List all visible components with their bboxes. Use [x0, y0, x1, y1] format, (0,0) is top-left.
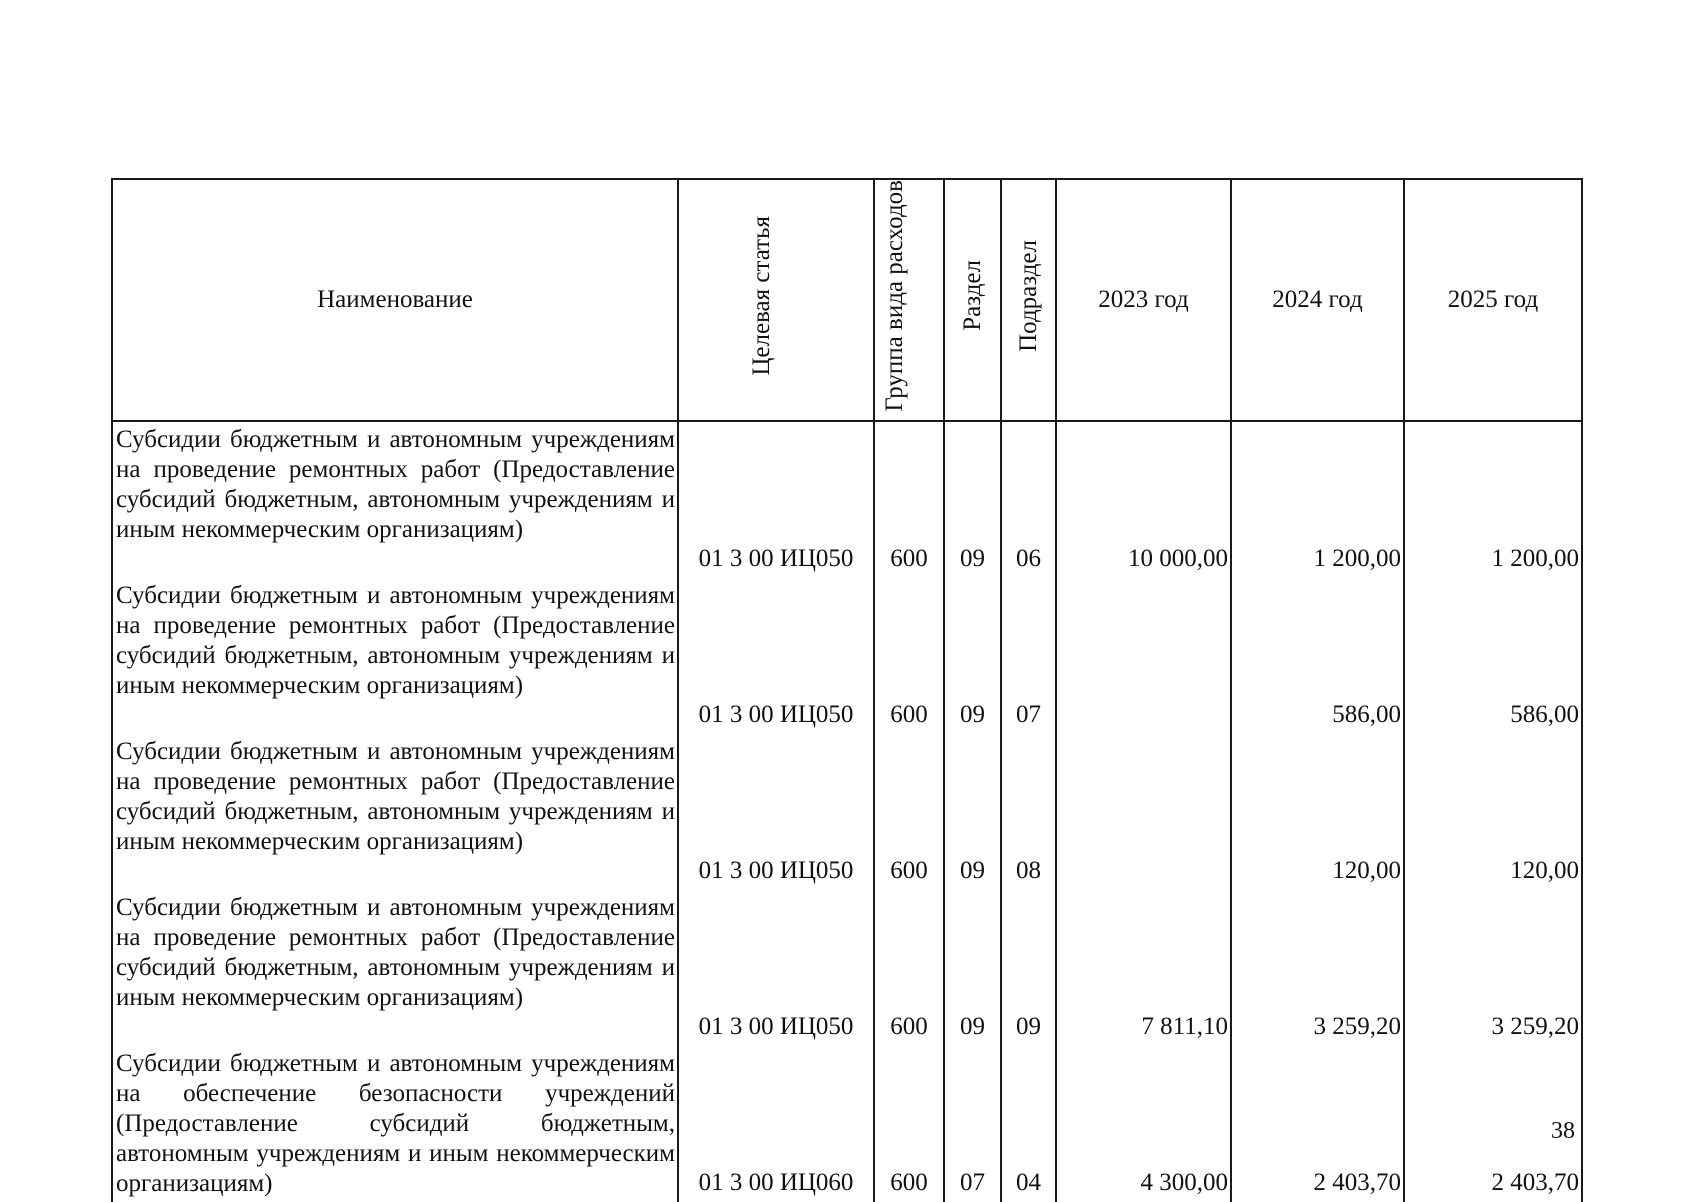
table-row [112, 1046, 1582, 1202]
row-amount-2023 [1056, 578, 1231, 734]
table-row [112, 890, 1582, 1046]
row-expense-group: 600 [874, 578, 944, 734]
row-amount-2024: 586,00 [1231, 578, 1404, 734]
row-section: 07 [944, 1046, 1001, 1202]
row-name-cell: Субсидии бюджетным и автономным учреждениям на проведение ремонтных работ (Предоставление субсидий бюджетным, автономным учреждениям и иным некоммерческим организациям) [112, 890, 678, 1046]
row-section: 09 [944, 890, 1001, 1046]
row-expense-group: 600 [874, 421, 944, 578]
header-year-2023: 2023 год [1056, 179, 1231, 421]
row-name-cell: Субсидии бюджетным и автономным учреждениям на проведение ремонтных работ (Предоставление субсидий бюджетным, автономным учреждениям и иным некоммерческим организациям) [112, 421, 678, 578]
row-expense-group: 600 [874, 890, 944, 1046]
row-target-article: 01 3 00 ИЦ050 [678, 734, 874, 890]
row-name-cell: Субсидии бюджетным и автономным учреждениям на обеспечение безопасности учреждений (Предоставление субсидий бюджетным, автономным учреждениям и иным некоммерческим организациям) [112, 1046, 678, 1202]
row-amount-2025: 586,00 [1404, 578, 1582, 734]
header-subsection: Подраздел [1001, 179, 1056, 421]
row-target-article: 01 3 00 ИЦ050 [678, 578, 874, 734]
row-amount-2023: 10 000,00 [1056, 421, 1231, 578]
table-row [112, 734, 1582, 890]
header-year-2024: 2024 год [1231, 179, 1404, 421]
row-amount-2025: 3 259,20 [1404, 890, 1582, 1046]
row-section: 09 [944, 421, 1001, 578]
row-subsection: 06 [1001, 421, 1056, 578]
header-year-2025: 2025 год [1404, 179, 1582, 421]
row-amount-2023: 4 300,00 [1056, 1046, 1231, 1202]
header-expense-group: Группа вида расходов [874, 179, 944, 421]
header-name: Наименование [112, 179, 678, 421]
row-subsection: 07 [1001, 578, 1056, 734]
row-amount-2024: 1 200,00 [1231, 421, 1404, 578]
header-section: Раздел [944, 179, 1001, 421]
row-amount-2024: 3 259,20 [1231, 890, 1404, 1046]
page-number: 38 [1551, 1118, 1575, 1144]
row-expense-group: 600 [874, 734, 944, 890]
row-target-article: 01 3 00 ИЦ050 [678, 890, 874, 1046]
row-amount-2023: 7 811,10 [1056, 890, 1231, 1046]
row-name-cell: Субсидии бюджетным и автономным учреждениям на проведение ремонтных работ (Предоставление субсидий бюджетным, автономным учреждениям и иным некоммерческим организациям) [112, 578, 678, 734]
row-subsection: 08 [1001, 734, 1056, 890]
row-section: 09 [944, 578, 1001, 734]
row-amount-2023 [1056, 734, 1231, 890]
table-row [112, 421, 1582, 578]
row-subsection: 04 [1001, 1046, 1056, 1202]
row-target-article: 01 3 00 ИЦ060 [678, 1046, 874, 1202]
budget-table-container [111, 178, 1583, 1202]
table-row [112, 578, 1582, 734]
row-amount-2024: 120,00 [1231, 734, 1404, 890]
row-target-article: 01 3 00 ИЦ050 [678, 421, 874, 578]
row-name-cell: Субсидии бюджетным и автономным учреждениям на проведение ремонтных работ (Предоставление субсидий бюджетным, автономным учреждениям и иным некоммерческим организациям) [112, 734, 678, 890]
row-subsection: 09 [1001, 890, 1056, 1046]
budget-table [111, 178, 1583, 1202]
row-amount-2024: 2 403,70 [1231, 1046, 1404, 1202]
table-header-row [112, 179, 1582, 421]
row-expense-group: 600 [874, 1046, 944, 1202]
row-amount-2025: 120,00 [1404, 734, 1582, 890]
header-target-article: Целевая статья [678, 179, 874, 421]
row-amount-2025: 2 403,70 [1404, 1046, 1582, 1202]
row-amount-2025: 1 200,00 [1404, 421, 1582, 578]
row-section: 09 [944, 734, 1001, 890]
